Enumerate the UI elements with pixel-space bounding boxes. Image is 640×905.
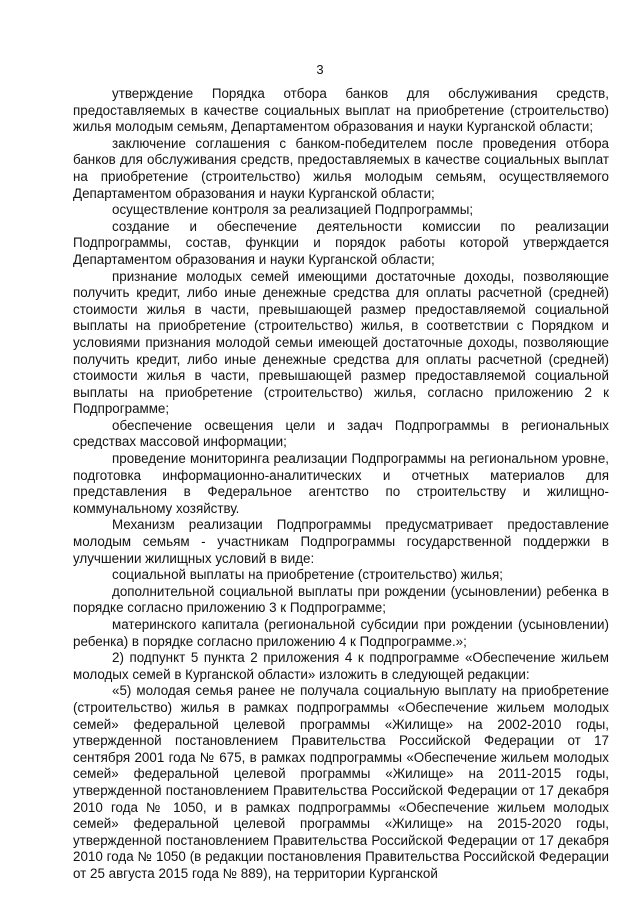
paragraph-bank-agreement: заключение соглашения с банком-победителем после проведения отбора банков для обслуживания средств, предоставляемых в качестве социальных выплат на приобретение (строительство) жилья молодым семьям, осуществляемого Департаментом образования и науки Курганской области;: [73, 135, 609, 201]
paragraph-media-coverage: обеспечение освещения цели и задач Подпрограммы в региональных средствах массовой информации;: [73, 417, 609, 450]
paragraph-additional-payment: дополнительной социальной выплаты при рождении (усыновлении) ребенка в порядке согласно приложению 3 к Подпрограмме;: [73, 583, 609, 616]
paragraph-sufficient-income: признание молодых семей имеющими достаточные доходы, позволяющие получить кредит, либо иные денежные средства для оплаты расчетной (средней) стоимости жилья в части, превышающей размер предоставляемой социальной выплаты на приобретение (строительство) жилья, в соответствии с Порядком и условиями признания молодой семьи имеющей достаточные доходы, позволяющие получить кредит, либо иные денежные средства для оплаты расчетной (средней) стоимости жилья в части, превышающей размер предоставляемой социальной выплаты на приобретение (строительство) жилья, согласно приложению 2 к Подпрограмме;: [73, 268, 609, 417]
paragraph-control: осуществление контроля за реализацией Подпрограммы;: [112, 202, 474, 218]
paragraph-mechanism: Механизм реализации Подпрограммы предусматривает предоставление молодым семьям - участникам Подпрограммы государственной поддержки в улучшении жилищных условий в виде:: [73, 517, 609, 566]
paragraph-maternity-capital: материнского капитала (региональной субсидии при рождении (усыновлении) ребенка) в порядке согласно приложению 4 к Подпрограмме.»;: [73, 617, 609, 649]
paragraph-monitoring: проведение мониторинга реализации Подпрограммы на региональном уровне, подготовка информационно-аналитических и отчетных материалов для представления в Федеральное агентство по строительству и жилищно-коммунальному хозяйству.: [73, 451, 609, 516]
paragraph-bank-selection-procedure: утверждение Порядка отбора банков для обслуживания средств, предоставляемых в качестве социальных выплат на приобретение (строительство) жилья молодым семьям, Департаментом образования и науки Курганской области;: [73, 86, 609, 135]
page-number: 3: [316, 62, 324, 77]
document-body: [73, 86, 609, 883]
paragraph-amendment-text: «5) молодая семья ранее не получала социальную выплату на приобретение (строительство) жилья в рамках подпрограммы «Обеспечение жильем молодых семей» федеральной целевой программы «Жилище» на 2002-2010 годы, утвержденной постановлением Правительства Российской Федерации от 17 сентября 2001 года № 675, в рамках подпрограммы «Обеспечение жильем молодых семей» федеральной целевой программы «Жилище» на 2011-2015 годы, утвержденной постановлением Правительства Российской Федерации от 17 декабря 2010 года № 1050, и в рамках подпрограммы «Обеспечение жильем молодых семей» федеральной целевой программы «Жилище» на 2015-2020 годы, утвержденной постановлением Правительства Российской Федерации от 17 декабря 2010 года № 1050 (в редакции постановления Правительства Российской Федерации от 25 августа 2015 года № 889), на территории Курганской: [73, 683, 609, 881]
paragraph-commission: создание и обеспечение деятельности комиссии по реализации Подпрограммы, состав, функции и порядок работы которой утверждается Департаментом образования и науки Курганской области;: [73, 218, 609, 267]
paragraph-amendment-intro: 2) подпункт 5 пункта 2 приложения 4 к подпрограмме «Обеспечение жильем молодых семей в Курганской области» изложить в следующей редакции:: [73, 650, 609, 682]
paragraph-social-payment: социальной выплаты на приобретение (строительство) жилья;: [112, 567, 503, 583]
